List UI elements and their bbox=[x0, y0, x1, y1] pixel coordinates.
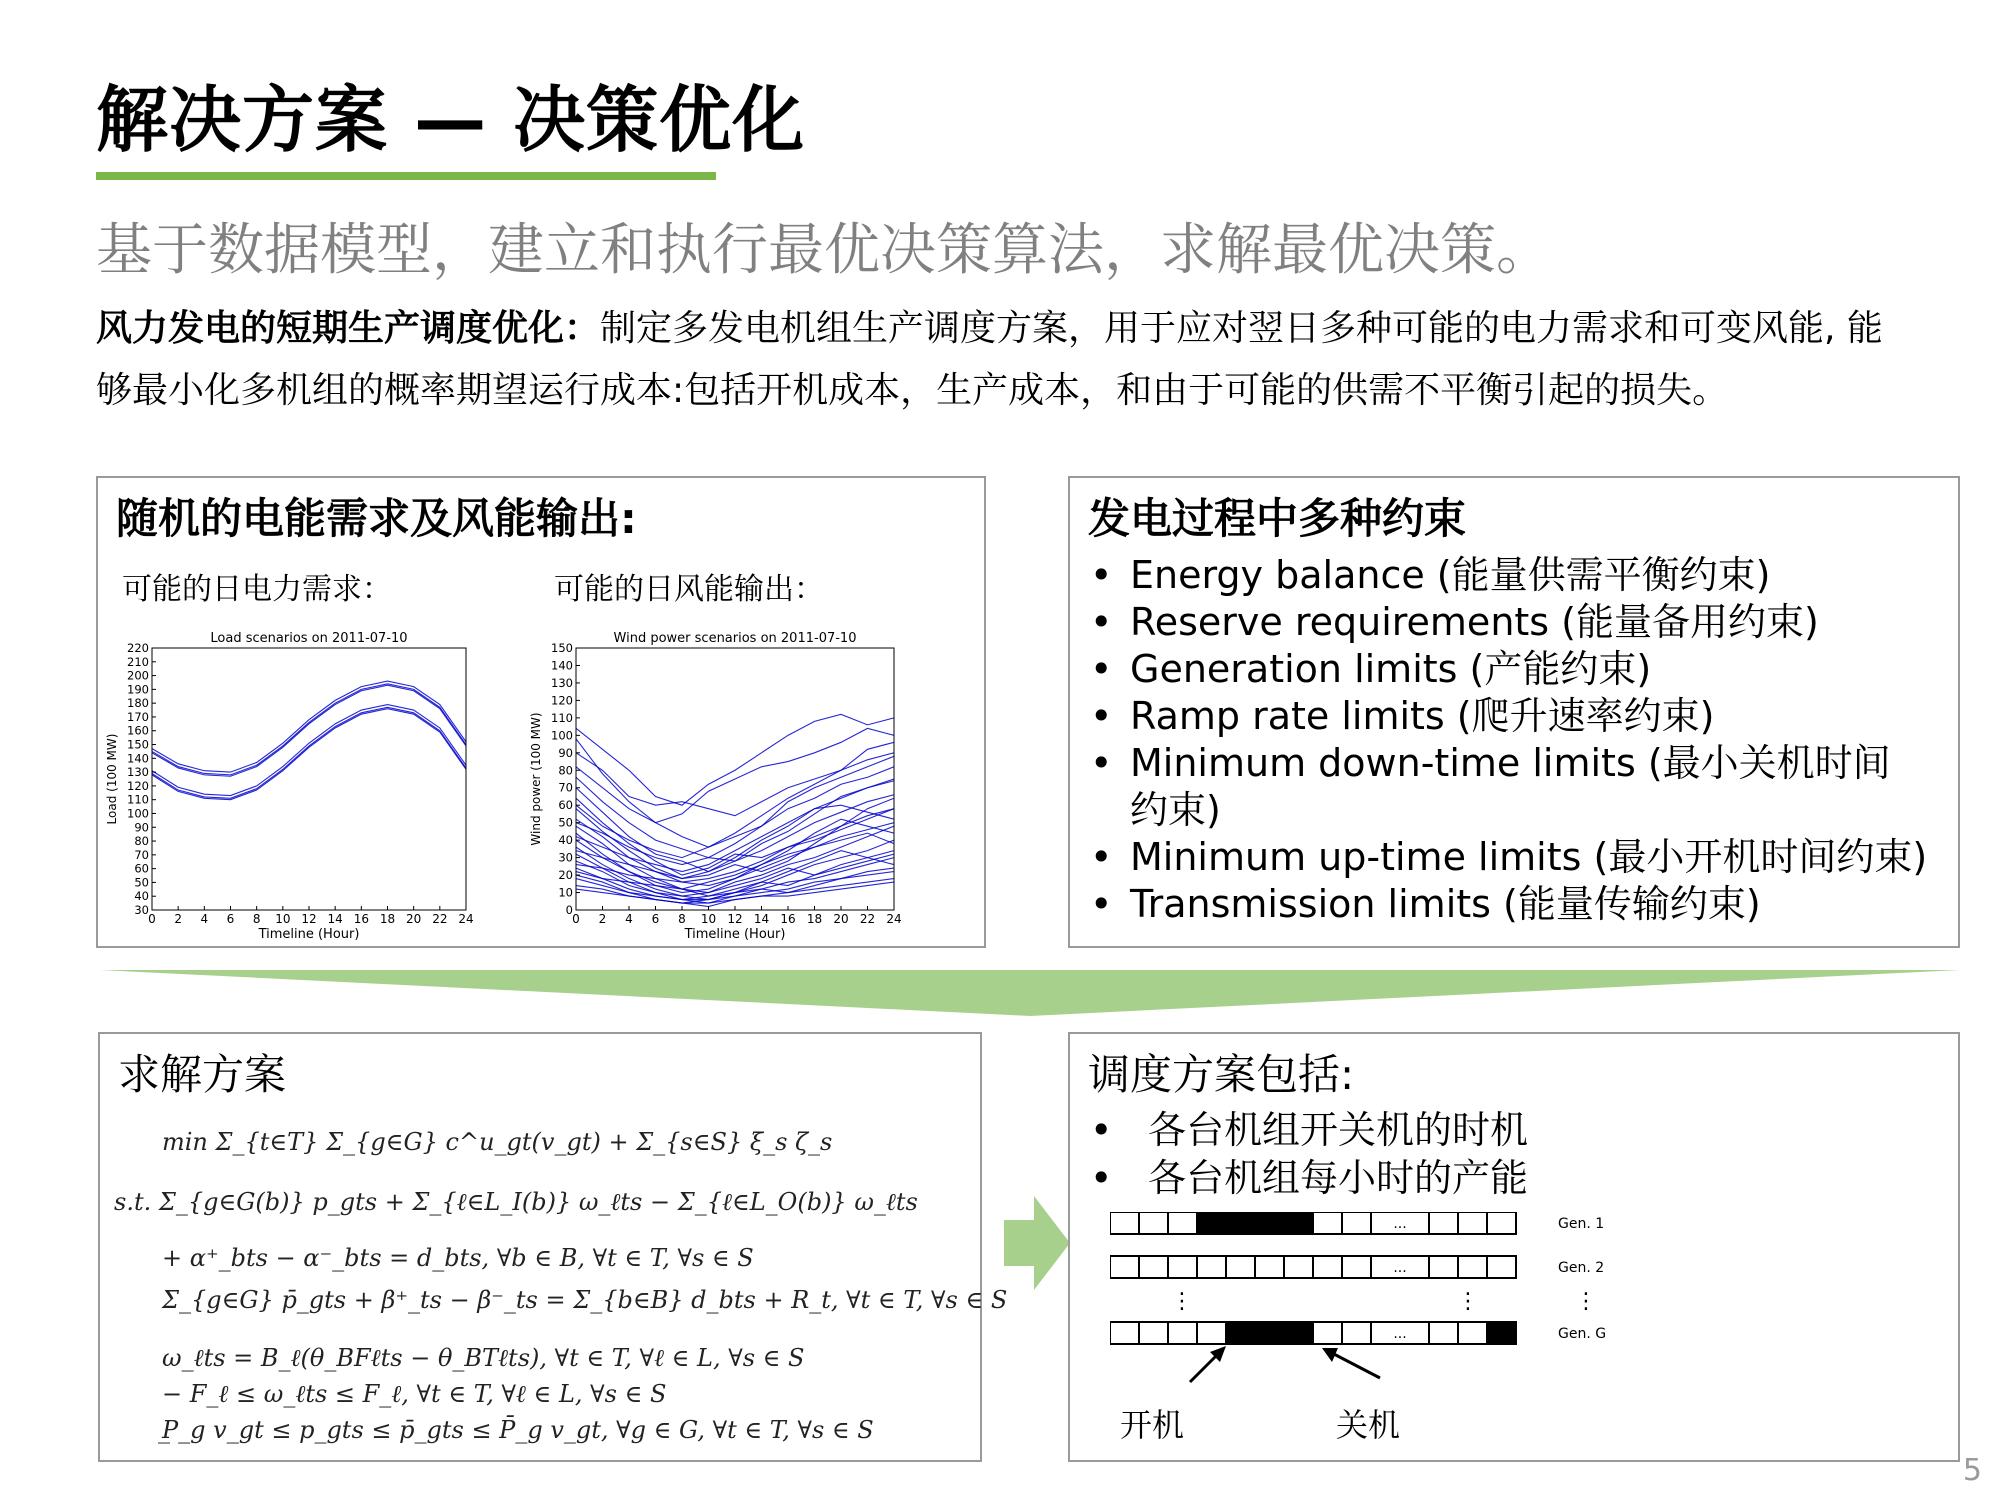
x-tick-label: 14 bbox=[327, 912, 343, 926]
x-tick-label: 4 bbox=[625, 912, 633, 926]
solution-panel-title: 求解方案 bbox=[118, 1050, 287, 1099]
y-axis-label: Load (100 MW) bbox=[105, 733, 119, 825]
constraints-list bbox=[1086, 552, 1927, 928]
y-tick-label: 110 bbox=[127, 792, 149, 807]
down-chevron-band bbox=[100, 970, 1960, 1016]
random-demand-panel bbox=[96, 476, 986, 948]
schedule-item: • 各台机组每小时的产能 bbox=[1086, 1154, 1528, 1202]
y-tick-label: 60 bbox=[558, 798, 573, 813]
on-label: 开机 bbox=[1120, 1406, 1185, 1444]
schedule-cell-off bbox=[1313, 1212, 1342, 1234]
y-tick-label: 130 bbox=[551, 675, 573, 690]
constraints-panel bbox=[1068, 476, 1960, 948]
constraint-item: • Generation limits (产能约束) bbox=[1086, 646, 1927, 693]
wind-chart-label: 可能的日风能输出： bbox=[554, 572, 824, 607]
y-tick-label: 190 bbox=[127, 682, 149, 697]
schedule-cell-off bbox=[1429, 1212, 1458, 1234]
plot-frame bbox=[152, 648, 466, 910]
schedule-cell-off bbox=[1139, 1212, 1168, 1234]
schedule-cell-on bbox=[1197, 1212, 1226, 1234]
x-tick-label: 10 bbox=[700, 912, 717, 926]
y-tick-label: 130 bbox=[127, 765, 149, 780]
y-tick-label: 160 bbox=[127, 723, 149, 738]
x-tick-label: 16 bbox=[353, 912, 369, 926]
x-tick-label: 6 bbox=[226, 912, 235, 926]
off-arrow bbox=[1330, 1352, 1380, 1378]
y-tick-label: 110 bbox=[551, 710, 573, 725]
chart-title: Load scenarios on 2011-07-10 bbox=[210, 631, 408, 646]
right-arrow-icon bbox=[1004, 1196, 1070, 1290]
schedule-cell-off bbox=[1487, 1212, 1516, 1234]
schedule-cell-off bbox=[1429, 1322, 1458, 1344]
generator-label: Gen. 1 bbox=[1558, 1216, 1605, 1232]
formula-line: ω_ℓts = B_ℓ(θ_BFℓts − θ_BTℓts), ∀t ∈ T, ∀ℓ ∈ L, ∀s ∈ S bbox=[162, 1344, 805, 1372]
x-tick-label: 14 bbox=[753, 912, 770, 926]
y-tick-label: 140 bbox=[127, 751, 149, 766]
x-tick-label: 22 bbox=[432, 912, 448, 926]
series-line bbox=[152, 684, 466, 775]
schedule-panel-title: 调度方案包括: bbox=[1088, 1050, 1355, 1099]
y-tick-label: 70 bbox=[558, 780, 573, 795]
y-tick-label: 20 bbox=[558, 868, 573, 883]
schedule-cell-on bbox=[1284, 1212, 1313, 1234]
y-tick-label: 120 bbox=[127, 778, 149, 793]
x-tick-label: 24 bbox=[458, 912, 474, 926]
series-line bbox=[576, 788, 894, 872]
schedule-cell-on bbox=[1255, 1212, 1284, 1234]
y-tick-label: 30 bbox=[134, 903, 149, 917]
y-tick-label: 150 bbox=[127, 737, 149, 752]
x-tick-label: 16 bbox=[780, 912, 796, 926]
y-tick-label: 80 bbox=[558, 763, 573, 778]
generator-label: Gen. 2 bbox=[1558, 1260, 1605, 1276]
schedule-cell-off bbox=[1487, 1256, 1516, 1278]
y-tick-label: 40 bbox=[558, 833, 573, 848]
schedule-cell-off bbox=[1139, 1256, 1168, 1278]
formula-line: + α⁺_bts − α⁻_bts = d_bts, ∀b ∈ B, ∀t ∈ T, ∀s ∈ S bbox=[162, 1244, 754, 1272]
schedule-cell-off bbox=[1168, 1212, 1197, 1234]
x-axis-label: Timeline (Hour) bbox=[684, 927, 786, 942]
solution-panel bbox=[98, 1032, 1008, 1462]
schedule-cell-on bbox=[1226, 1322, 1255, 1344]
series-line bbox=[152, 685, 466, 776]
schedule-cell-on bbox=[1255, 1322, 1284, 1344]
schedule-cell-off bbox=[1313, 1256, 1342, 1278]
x-tick-label: 8 bbox=[252, 912, 261, 926]
x-tick-label: 0 bbox=[572, 912, 580, 926]
series-line bbox=[152, 707, 466, 798]
y-tick-label: 140 bbox=[551, 658, 573, 673]
schedule-cell-off bbox=[1342, 1212, 1371, 1234]
page-title: 解决方案 — 决策优化 bbox=[96, 78, 806, 162]
schedule-cell-off bbox=[1284, 1256, 1313, 1278]
schedule-cell-off bbox=[1197, 1256, 1226, 1278]
x-tick-label: 2 bbox=[174, 912, 182, 926]
schedule-cell-off bbox=[1197, 1322, 1226, 1344]
x-tick-label: 0 bbox=[148, 912, 156, 926]
y-tick-label: 40 bbox=[134, 889, 149, 904]
constraint-item: • Ramp rate limits (爬升速率约束) bbox=[1086, 693, 1927, 740]
schedule-cell-on bbox=[1487, 1322, 1516, 1344]
constraints-panel-title: 发电过程中多种约束 bbox=[1088, 494, 1467, 543]
constraint-item: • Reserve requirements (能量备用约束) bbox=[1086, 599, 1927, 646]
schedule-cell-off bbox=[1226, 1256, 1255, 1278]
intro-paragraph bbox=[96, 298, 1916, 422]
x-tick-label: 18 bbox=[379, 912, 396, 926]
formula-line: s.t. Σ_{g∈G(b)} p_gts + Σ_{ℓ∈L_I(b)} ω_ℓts − Σ_{ℓ∈L_O(b)} ω_ℓts bbox=[114, 1188, 918, 1216]
x-tick-label: 10 bbox=[275, 912, 291, 926]
wind-scenarios-chart bbox=[528, 628, 984, 946]
formula-line: min Σ_{t∈T} Σ_{g∈G} c^u_gt(v_gt) + Σ_{s∈S} ξ_s ζ_s bbox=[162, 1128, 833, 1156]
y-axis-label: Wind power (100 MW) bbox=[529, 712, 543, 846]
y-tick-label: 80 bbox=[134, 834, 149, 849]
y-tick-label: 100 bbox=[127, 806, 149, 821]
y-tick-label: 50 bbox=[134, 875, 149, 890]
schedule-cell-on bbox=[1284, 1322, 1313, 1344]
y-tick-label: 120 bbox=[551, 693, 573, 708]
chart-title: Wind power scenarios on 2011-07-10 bbox=[613, 631, 857, 646]
y-tick-label: 210 bbox=[127, 654, 149, 669]
page-number: 5 bbox=[1962, 1453, 1982, 1488]
schedule-cell-off bbox=[1110, 1212, 1139, 1234]
formula-line: P̲_g v_gt ≤ p_gts ≤ p̄_gts ≤ P̄_g v_gt, ∀g ∈ G, ∀t ∈ T, ∀s ∈ S bbox=[162, 1416, 874, 1444]
x-tick-label: 6 bbox=[651, 912, 660, 926]
load-chart-label: 可能的日电力需求： bbox=[122, 572, 392, 607]
y-tick-label: 100 bbox=[551, 728, 573, 743]
schedule-cell-off bbox=[1313, 1322, 1342, 1344]
schedule-cell-off bbox=[1139, 1322, 1168, 1344]
vertical-ellipsis: ⋮ bbox=[1457, 1289, 1479, 1314]
schedule-cell-off bbox=[1110, 1322, 1139, 1344]
series-line bbox=[576, 777, 894, 861]
unit-commitment-diagram bbox=[1110, 1212, 1630, 1458]
schedule-cell-off bbox=[1458, 1256, 1487, 1278]
x-tick-label: 8 bbox=[678, 912, 686, 926]
schedule-cell-off bbox=[1342, 1256, 1371, 1278]
schedule-cell-on bbox=[1226, 1212, 1255, 1234]
y-tick-label: 90 bbox=[134, 820, 149, 835]
constraint-item: • Energy balance (能量供需平衡约束) bbox=[1086, 552, 1927, 599]
constraint-item: • Transmission limits (能量传输约束) bbox=[1086, 881, 1927, 928]
schedule-cell-off bbox=[1429, 1256, 1458, 1278]
schedule-cell-off bbox=[1342, 1322, 1371, 1344]
y-tick-label: 60 bbox=[134, 861, 149, 876]
schedule-cell-off bbox=[1168, 1322, 1197, 1344]
x-tick-label: 2 bbox=[598, 912, 607, 926]
y-tick-label: 50 bbox=[558, 815, 573, 830]
vertical-ellipsis: ⋮ bbox=[1575, 1289, 1597, 1314]
formula-line: Σ_{g∈G} p̄_gts + β⁺_ts − β⁻_ts = Σ_{b∈B} d_bts + R_t, ∀t ∈ T, ∀s ∈ S bbox=[162, 1286, 1008, 1314]
title-underline bbox=[96, 172, 716, 180]
x-tick-label: 18 bbox=[806, 912, 823, 926]
schedule-cell-off bbox=[1255, 1256, 1284, 1278]
y-tick-label: 200 bbox=[127, 668, 149, 683]
schedule-cell-off bbox=[1458, 1212, 1487, 1234]
vertical-ellipsis: ⋮ bbox=[1171, 1289, 1193, 1314]
schedule-cell-off bbox=[1168, 1256, 1197, 1278]
constraint-item: • Minimum down-time limits (最小关机时间 bbox=[1086, 740, 1927, 787]
schedule-item: • 各台机组开关机的时机 bbox=[1086, 1106, 1528, 1154]
x-tick-label: 22 bbox=[859, 912, 876, 926]
constraint-item-continued: 约束) bbox=[1130, 788, 1221, 832]
x-tick-label: 20 bbox=[406, 912, 422, 926]
ellipsis: ... bbox=[1393, 1260, 1407, 1276]
y-tick-label: 70 bbox=[134, 847, 149, 862]
x-tick-label: 12 bbox=[727, 912, 743, 926]
schedule-cell-off bbox=[1458, 1322, 1487, 1344]
y-tick-label: 30 bbox=[558, 850, 573, 865]
schedule-cell-off bbox=[1110, 1256, 1139, 1278]
y-tick-label: 220 bbox=[127, 641, 149, 655]
y-tick-label: 150 bbox=[551, 641, 573, 655]
y-tick-label: 170 bbox=[127, 709, 149, 724]
ellipsis: ... bbox=[1393, 1216, 1407, 1232]
page-subtitle: 基于数据模型，建立和执行最优决策算法，求解最优决策。 bbox=[96, 218, 1552, 283]
x-tick-label: 24 bbox=[886, 912, 902, 926]
x-axis-label: Timeline (Hour) bbox=[258, 927, 360, 942]
constraint-item: • Minimum up-time limits (最小开机时间约束) bbox=[1086, 834, 1927, 881]
y-tick-label: 10 bbox=[558, 885, 573, 900]
ellipsis: ... bbox=[1393, 1326, 1407, 1342]
schedule-items-list bbox=[1086, 1106, 1528, 1202]
intro-text: 制定多发电机组生产调度方案，用于应对翌日多种可能的电力需求和可变风能, 能够最小化多机组的概率期望运行成本:包括开机成本，生产成本，和由于可能的供需不平衡引起的损失。 bbox=[96, 308, 1883, 411]
x-tick-label: 4 bbox=[200, 912, 209, 926]
formula-line: − F_ℓ ≤ ω_ℓts ≤ F_ℓ, ∀t ∈ T, ∀ℓ ∈ L, ∀s ∈ S bbox=[162, 1380, 667, 1408]
y-tick-label: 180 bbox=[127, 696, 149, 711]
random-panel-title: 随机的电能需求及风能输出: bbox=[116, 494, 637, 543]
y-tick-label: 90 bbox=[558, 745, 573, 760]
off-label: 关机 bbox=[1336, 1406, 1401, 1444]
y-tick-label: 0 bbox=[565, 903, 573, 917]
x-tick-label: 12 bbox=[301, 912, 317, 926]
generator-label: Gen. G bbox=[1558, 1326, 1607, 1342]
load-scenarios-chart bbox=[98, 628, 528, 946]
intro-bold-lead: 风力发电的短期生产调度优化： bbox=[96, 308, 601, 349]
x-tick-label: 20 bbox=[833, 912, 849, 926]
schedule-panel bbox=[1068, 1032, 1960, 1462]
